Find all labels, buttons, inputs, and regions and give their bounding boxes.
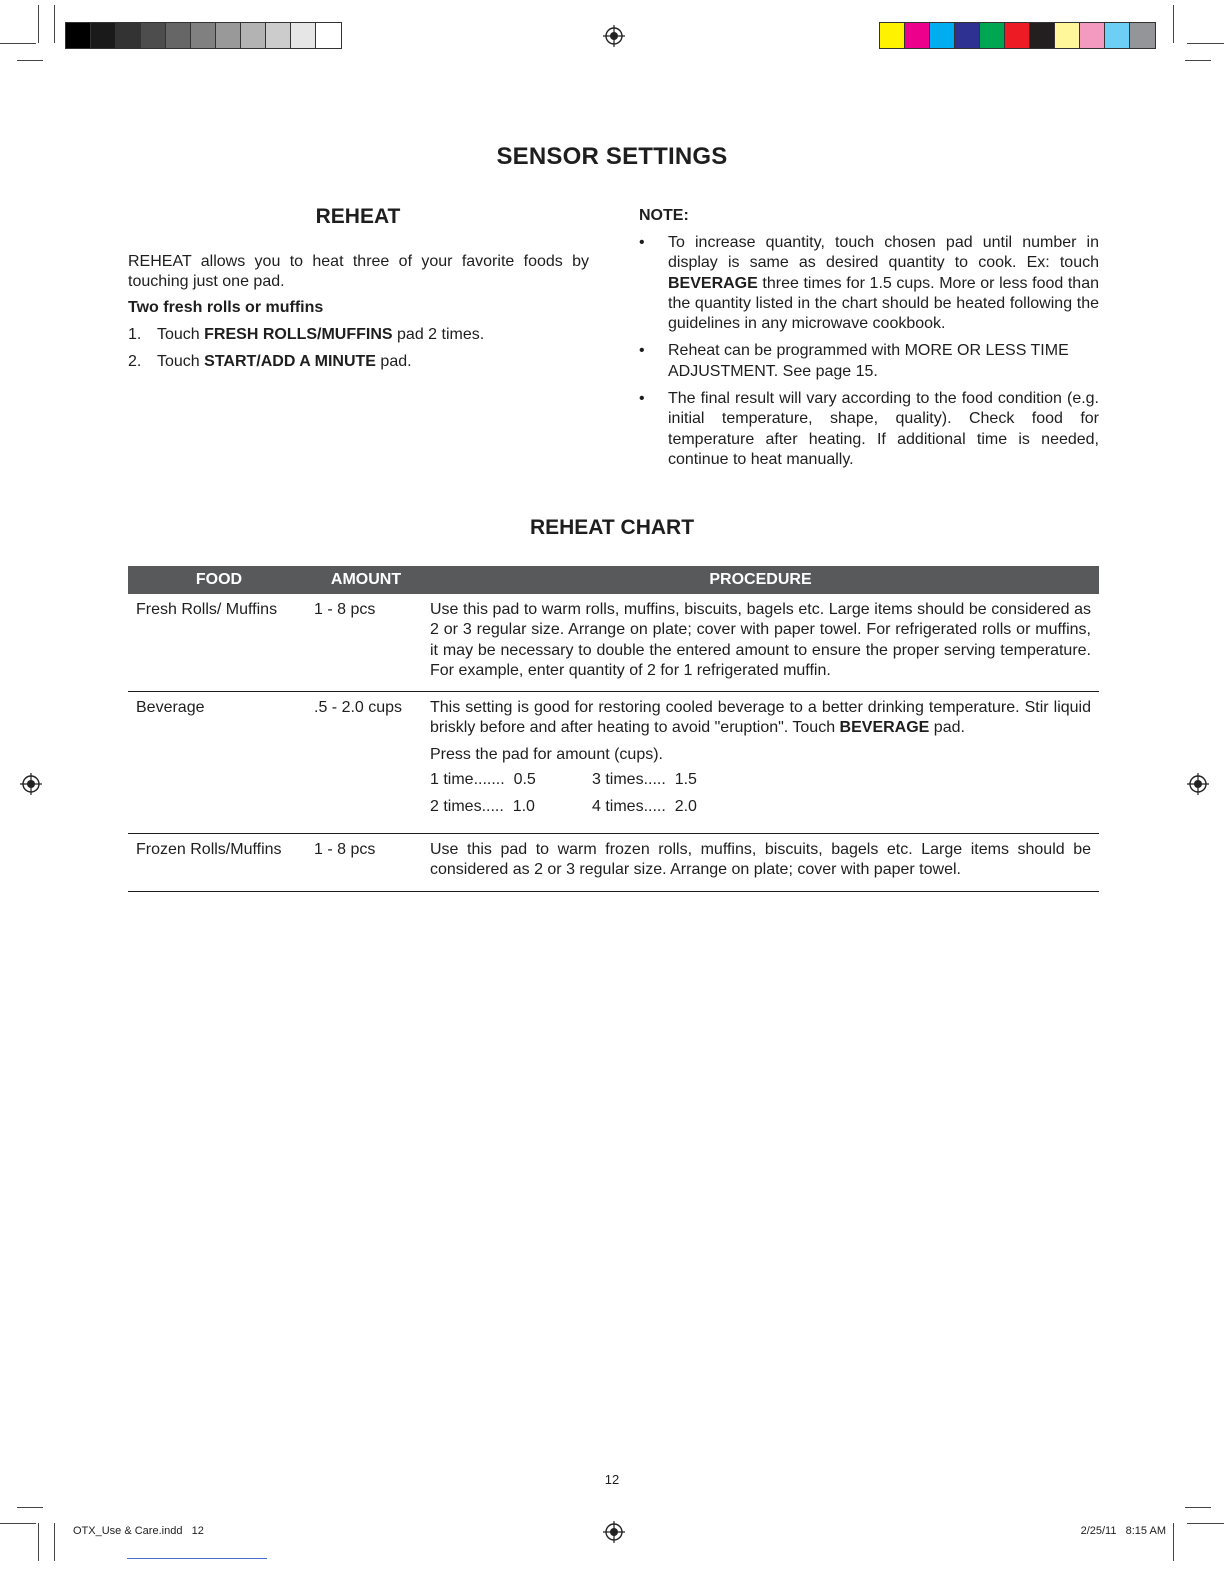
- process-color-bar: [879, 22, 1156, 49]
- registration-mark-icon: [603, 1521, 625, 1543]
- reheat-example-title: Two fresh rolls or muffins: [128, 299, 324, 316]
- table-header-row: [128, 566, 1099, 594]
- footer-underline: [127, 1558, 267, 1559]
- amount-pair: 1 time....... 0.5: [430, 771, 536, 789]
- column-header-amount: AMOUNT: [310, 566, 422, 594]
- note-section: [639, 207, 1099, 477]
- grayscale-swatch: [116, 23, 141, 48]
- grayscale-swatch: [291, 23, 316, 48]
- note-item: • Reheat can be programmed with MORE OR LESS TIME ADJUSTMENT. See page 15.: [639, 342, 1069, 380]
- step-number: 1.: [128, 326, 142, 343]
- reheat-step: [128, 325, 589, 345]
- note-list: [639, 233, 1099, 470]
- grayscale-swatch: [241, 23, 266, 48]
- food-cell: Frozen Rolls/Muffins: [128, 834, 310, 892]
- process-swatch: [1055, 23, 1080, 48]
- grayscale-swatch: [191, 23, 216, 48]
- grayscale-swatch: [316, 23, 341, 48]
- chart-title: REHEAT CHART: [529, 516, 695, 539]
- process-swatch: [980, 23, 1005, 48]
- step-text: Touch START/ADD A MINUTE pad.: [157, 353, 412, 370]
- note-title: NOTE:: [639, 207, 689, 224]
- amount-cell: 1 - 8 pcs: [310, 834, 422, 892]
- amount-pair: 4 times..... 2.0: [592, 798, 697, 816]
- grayscale-color-bar: [65, 22, 342, 49]
- grayscale-swatch: [91, 23, 116, 48]
- food-cell: Beverage: [128, 692, 310, 834]
- grayscale-swatch: [66, 23, 91, 48]
- amount-pair-row: [430, 795, 1091, 819]
- registration-mark-icon: [603, 25, 625, 47]
- amount-pair: 3 times..... 1.5: [592, 771, 697, 789]
- bullet-icon: •: [639, 342, 645, 360]
- footer-file-name: OTX_Use & Care.indd 12: [73, 1525, 204, 1537]
- registration-mark-icon: [20, 773, 42, 795]
- process-swatch: [905, 23, 930, 48]
- process-swatch: [1105, 23, 1130, 48]
- process-swatch: [1005, 23, 1030, 48]
- reheat-step: [128, 352, 589, 372]
- amount-cell: 1 - 8 pcs: [310, 594, 422, 692]
- grayscale-swatch: [216, 23, 241, 48]
- footer-date: 2/25/11 8:15 AM: [1080, 1525, 1166, 1537]
- reheat-steps: [128, 325, 589, 372]
- bullet-icon: •: [639, 390, 645, 408]
- reheat-intro: REHEAT allows you to heat three of your favorite foods by touching just one pad.: [128, 253, 589, 290]
- process-swatch: [1030, 23, 1055, 48]
- amount-pair: 2 times..... 1.0: [430, 798, 535, 816]
- bullet-icon: •: [639, 234, 645, 251]
- process-swatch: [1080, 23, 1105, 48]
- step-number: 2.: [128, 353, 142, 370]
- page-number: 12: [604, 1472, 620, 1487]
- process-swatch: [880, 23, 905, 48]
- table-row: [128, 594, 1099, 692]
- note-item: • To increase quantity, touch chosen pad until number in display is same as desired quantity to cook. Ex: touch BEVERAGE three times for 1.5 cups. More or less food than the quantity listed in the chart should be heated following the guidelines in any microwave cookbook.: [639, 234, 1099, 333]
- note-item: • The final result will vary according to the food condition (e.g. initial temperature, shape, quality). Check food for temperature after heating. If additional time is needed, continue to heat manually.: [639, 390, 1099, 468]
- reheat-title: REHEAT: [315, 205, 401, 228]
- press-label: Press the pad for amount (cups).: [430, 745, 663, 763]
- grayscale-swatch: [141, 23, 166, 48]
- procedure-cell: Use this pad to warm frozen rolls, muffins, biscuits, bagels etc. Large items should be considered as 2 or 3 regular size. Arrange on plate; cover with paper towel.: [422, 834, 1099, 892]
- step-text: Touch FRESH ROLLS/MUFFINS pad 2 times.: [157, 326, 485, 343]
- grayscale-swatch: [166, 23, 191, 48]
- table-row: [128, 834, 1099, 892]
- amount-cell: .5 - 2.0 cups: [310, 692, 422, 834]
- food-cell: Fresh Rolls/ Muffins: [128, 594, 310, 692]
- process-swatch: [1130, 23, 1155, 48]
- amount-pair-row: [430, 768, 1091, 792]
- reheat-section: [128, 252, 589, 379]
- process-swatch: [955, 23, 980, 48]
- reheat-chart-table: [128, 566, 1099, 892]
- process-swatch: [930, 23, 955, 48]
- procedure-text: This setting is good for restoring cooled beverage to a better drinking temperature. Stir liquid briskly before and after heating to avoid "eruption". Touch BEVERAGE pad.: [430, 699, 1091, 737]
- procedure-cell: [422, 692, 1099, 834]
- table-row: [128, 692, 1099, 834]
- grayscale-swatch: [266, 23, 291, 48]
- column-header-food: FOOD: [128, 566, 310, 594]
- procedure-cell: Use this pad to warm rolls, muffins, biscuits, bagels etc. Large items should be considered as 2 or 3 regular size. Arrange on plate; cover with paper towel. For refrigerated rolls or muffins, it may be necessary to double the entered amount to ensure the proper serving temperature. For example, enter quantity of 2 for 1 refrigerated muffin.: [422, 594, 1099, 692]
- page-title: SENSOR SETTINGS: [496, 143, 728, 170]
- registration-mark-icon: [1187, 773, 1209, 795]
- column-header-procedure: PROCEDURE: [422, 566, 1099, 594]
